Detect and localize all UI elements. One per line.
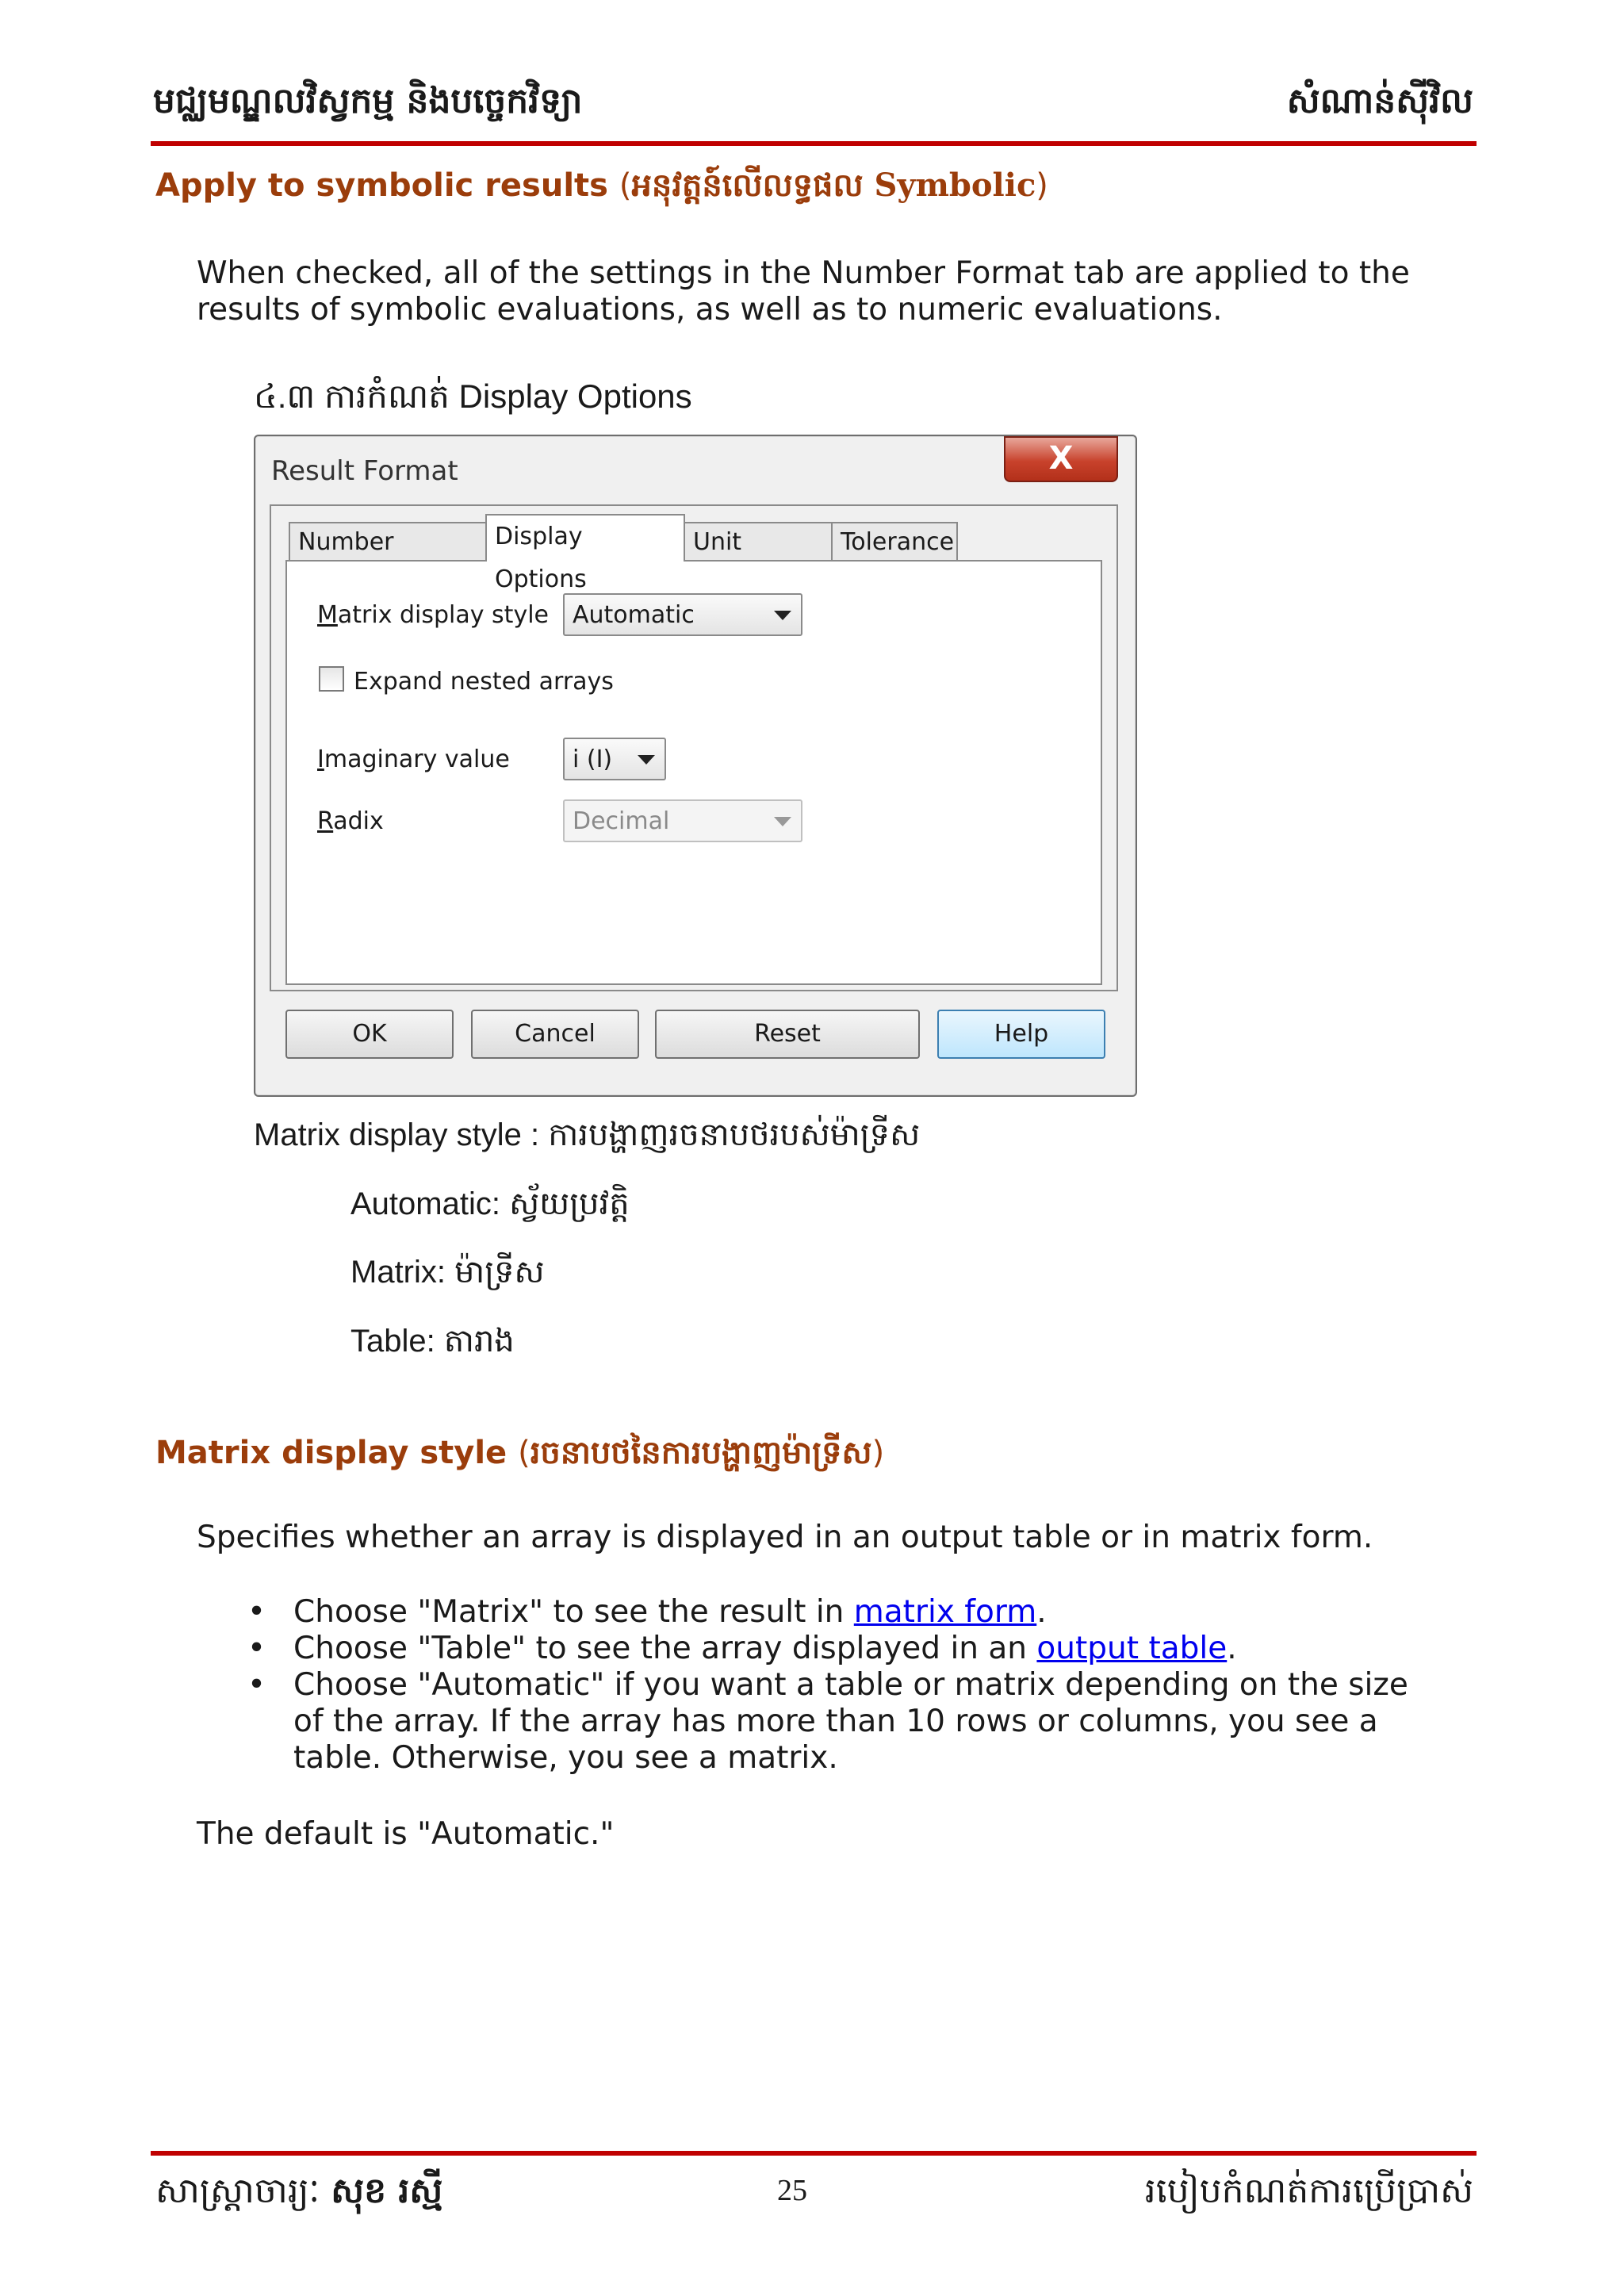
footer-rule — [151, 2151, 1477, 2156]
close-button[interactable] — [1004, 436, 1118, 482]
bullet-list — [197, 1594, 1434, 1777]
cancel-button[interactable]: Cancel — [471, 1010, 639, 1059]
paren-open: ( — [619, 167, 632, 204]
bullet-icon: • — [247, 1631, 266, 1666]
footer-author — [155, 2169, 442, 2220]
matrix-style-value: Automatic — [573, 601, 695, 629]
bullet-icon: • — [247, 1667, 266, 1703]
close-icon: X — [1048, 440, 1074, 477]
imaginary-value-select[interactable] — [563, 738, 666, 780]
result-format-dialog — [254, 435, 1137, 1097]
tab-unit-display[interactable]: Unit — [684, 522, 833, 560]
radix-label: Radix — [317, 807, 384, 835]
note-matrix: Matrix: ម៉ាទ្រីស — [350, 1255, 545, 1290]
section-heading-matrix-style — [155, 1432, 884, 1479]
list-item: • Choose "Table" to see the array displayed in an output table. — [247, 1631, 1237, 1666]
figure-caption: ៤.៣ ការកំណត់ Display Options — [254, 378, 692, 415]
section-heading-symbolic — [155, 165, 1048, 212]
paren-close: ) — [1036, 167, 1048, 204]
paren-open: ( — [518, 1435, 530, 1471]
heading-km: រចនាបថនៃការបង្ហាញម៉ាទ្រីស — [530, 1434, 872, 1471]
radix-select[interactable] — [563, 799, 802, 842]
help-button[interactable]: Help — [937, 1010, 1105, 1059]
header-title: មជ្ឈមណ្ឌលវិស្វកម្ម និងបច្ចេកវិទ្យា — [153, 81, 583, 121]
default-note: The default is "Automatic." — [197, 1816, 615, 1852]
dialog-title: Result Format — [271, 455, 458, 487]
bullet-icon: • — [247, 1594, 266, 1630]
list-item: • Choose "Matrix" to see the result in matrix form. — [247, 1594, 1047, 1630]
author-label: សាស្ត្រាចារ្យៈ — [155, 2171, 320, 2211]
heading-km: អនុវត្តន៍លើលទ្ធផល Symbolic — [631, 167, 1036, 204]
paren-close: ) — [871, 1435, 885, 1471]
reset-button[interactable]: Reset — [655, 1010, 920, 1059]
matrix-form-link[interactable]: matrix form — [853, 1594, 1037, 1630]
tab-number-format[interactable]: Number — [289, 522, 487, 560]
chevron-down-icon — [774, 817, 791, 826]
heading-text: Matrix display style — [155, 1435, 508, 1471]
page-number: 25 — [777, 2174, 807, 2207]
ok-button[interactable]: OK — [285, 1010, 454, 1059]
note-table: Table: តារាង — [350, 1324, 515, 1359]
chevron-down-icon — [638, 755, 655, 765]
expand-arrays-checkbox[interactable] — [319, 666, 344, 692]
imaginary-value: i (I) — [573, 746, 613, 773]
footer-chapter: របៀបកំណត់ការប្រើប្រាស់ — [1144, 2171, 1473, 2211]
heading-text: Apply to symbolic results — [155, 167, 608, 204]
matrix-style-label: Matrix display style — [317, 601, 549, 629]
section-body-symbolic: When checked, all of the settings in the Number Format tab are applied to the results of symbolic evaluations, as well as to numeric evaluations. — [197, 255, 1410, 328]
tab-tolerance[interactable]: Tolerance — [831, 522, 958, 560]
imaginary-value-label: Imaginary value — [317, 746, 510, 773]
radix-value: Decimal — [573, 807, 670, 835]
list-item: • Choose "Automatic" if you want a table or matrix depending on the size of the array. If the array has more than 10 rows or columns, you see a table. Otherwise, you see a matrix. — [247, 1667, 1408, 1776]
author-name: សុខ រស្មី — [331, 2171, 443, 2211]
expand-arrays-label: Expand nested arrays — [354, 668, 614, 696]
tab-panel — [285, 560, 1102, 985]
tab-display-options[interactable]: Display Options — [485, 514, 685, 562]
output-table-link[interactable]: output table — [1036, 1631, 1228, 1666]
header-right-title: សំណាន់ស៊ីវិល — [1286, 81, 1473, 121]
section-intro: Specifies whether an array is displayed in an output table or in matrix form. — [197, 1520, 1373, 1555]
note-matrix-style: Matrix display style : ការបង្ហាញរចនាបថរបស់ម៉ាទ្រីស — [254, 1117, 921, 1152]
note-automatic: Automatic: ស្វ័យប្រវត្តិ — [350, 1186, 630, 1221]
header-rule — [151, 141, 1477, 146]
matrix-style-select[interactable] — [563, 593, 802, 636]
chevron-down-icon — [774, 611, 791, 620]
